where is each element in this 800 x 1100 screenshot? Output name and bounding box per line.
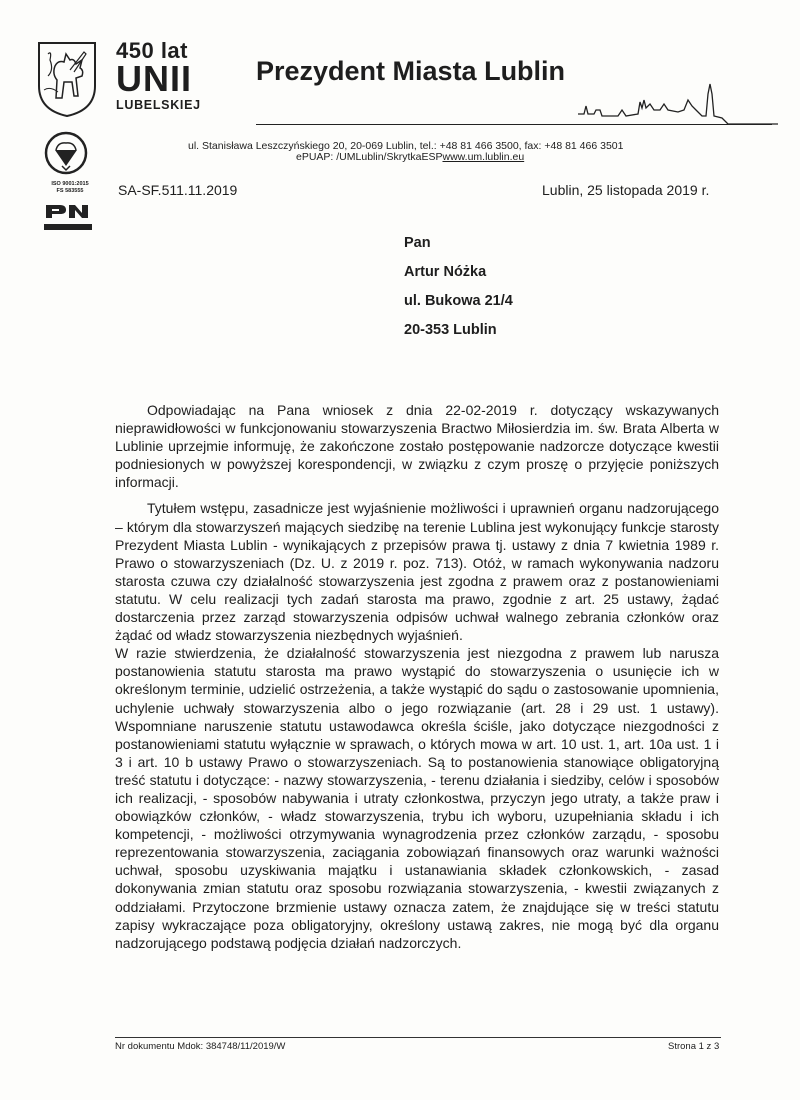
iso-standard: ISO 9001:2015 — [51, 181, 89, 187]
iso-certificate-number: FS 583555 — [56, 187, 84, 194]
office-epuap — [296, 151, 524, 163]
pn-logo-icon — [44, 202, 92, 220]
iso-certificate-text — [40, 181, 100, 194]
header-rule — [256, 124, 772, 125]
coat-of-arms-icon — [36, 40, 98, 118]
jubilee-line1: 450 lat — [116, 38, 188, 63]
document-number: Nr dokumentu Mdok: 384748/11/2019/W — [115, 1041, 286, 1052]
footer-rule — [115, 1037, 721, 1038]
letter-body — [115, 401, 719, 952]
website-link[interactable]: www.um.lublin.eu — [442, 151, 525, 163]
recipient-block — [404, 235, 513, 351]
letter-date: Lublin, 25 listopada 2019 r. — [542, 182, 710, 198]
body-paragraph-3: W razie stwierdzenia, że działalność stowarzyszenia jest niezgodna z prawem lub narusza postanowienia statutu starosta ma prawo wystąpić do stowarzyszenia o usunięcie ich w określonym terminie, udzielić ostrzeżenia, a także wystąpić do sądu o zastosowanie upomnienia, uchylenie uchwały stowarzyszenia albo o jego rozwiązanie (art. 28 i 29 ust. 1 ustawy). Wspomniane naruszenie statutu ustawodawca określa ściśle, jako dotyczące niezgodności z postanowieniami statutu wyłącznie w sprawach, o których mowa w art. 10 ust. 1, art. 10a ust. 1 i 3 i art. 10 b ustawy Prawo o stowarzyszeniach. Są to postanowienia stanowiące obligatoryjną treść statutu i dotyczące: - nazwy stowarzyszenia, - terenu działania i siedziby, celów i sposobów ich realizacji, - sposobów nabywania i utraty członkostwa, przyczyn jego utraty, a także praw i obowiązków członków, - władz stowarzyszenia, trybu ich wyboru, uzupełniania składu i ich kompetencji, - możliwości otrzymywania wynagrodzenia przez członków zarządu, - sposobu reprezentowania stowarzyszenia, zaciągania zobowiązań finansowych oraz warunki ważności uchwał, sposobu uzyskiwania majątku i ustanawiania składek członkowskich, - zasad dokonywania zmian statutu oraz sposobu rozwiązania stowarzyszenia, - kwestii związanych z oddziałami. Przytoczone brzmienie ustawy oznacza zatem, że znajdujące się w treści statutu zapisy wykraczające poza obligatoryjny, określony ustawą zakres, nie mogą być dla organu nadzorującego podstawą podjęcia działań nadzorczych. — [115, 645, 719, 951]
body-paragraph-2: Tytułem wstępu, zasadnicze jest wyjaśnienie możliwości i uprawnień organu nadzorującego – którym dla stowarzyszeń mających siedzibę na terenie Lublina jest wykonujący funkcje starosty Prezydent Miasta Lublin - wynikających z przepisów prawa tj. ustawy z dnia 7 kwietnia 1989 r. Prawo o stowarzyszeniach (Dz. U. z 2019 r. poz. 713). Otóż, w ramach wykonywania nadzoru starosta czuwa czy działalność stowarzyszenia jest zgodna z prawem oraz z postanowieniami statutu. W celu realizacji tych zadań starosta ma prawo, zgodnie z art. 25 ustawy, żądać dostarczenia przez zarząd stowarzyszenia odpisów uchwał walnego zebrania członków oraz żądać od władz stowarzyszenia niezbędnych wyjaśnień. — [115, 500, 719, 644]
reference-number: SA-SF.511.11.2019 — [118, 182, 238, 198]
jubilee-logo — [116, 40, 201, 112]
lublin-skyline-icon — [578, 80, 778, 130]
recipient-salutation: Pan — [404, 235, 431, 251]
epuap-address: ePUAP: /UMLublin/SkrytkaESP — [296, 151, 443, 163]
recipient-street: ul. Bukowa 21/4 — [404, 293, 513, 309]
recipient-name: Artur Nóżka — [404, 264, 487, 280]
office-title: Prezydent Miasta Lublin — [256, 56, 566, 86]
body-paragraph-1: Odpowiadając na Pana wniosek z dnia 22-02-2019 r. dotyczący wskazywanych nieprawidłowości w funkcjonowaniu stowarzyszenia Bractwo Miłosierdzia im. św. Brata Alberta w Lublinie uprzejmie informuję, że zakończone zostało postępowanie nadzorcze dotyczące kwestii podniesionych w powyższej korespondencji, w związku z czym proszę o przyjęcie poniższych informacji. — [115, 402, 719, 491]
recipient-city: 20-353 Lublin — [404, 322, 497, 338]
page-number: Strona 1 z 3 — [668, 1041, 720, 1052]
jubilee-line2: UNII — [116, 58, 192, 99]
office-address: ul. Stanisława Leszczyńskiego 20, 20-069 Lublin, tel.: +48 81 466 3500, fax: +48 81 466 3501 — [188, 140, 624, 152]
bsi-certification-icon — [44, 130, 88, 176]
jubilee-line3: LUBELSKIEJ — [116, 98, 201, 112]
pn-logo-bar — [44, 224, 92, 230]
